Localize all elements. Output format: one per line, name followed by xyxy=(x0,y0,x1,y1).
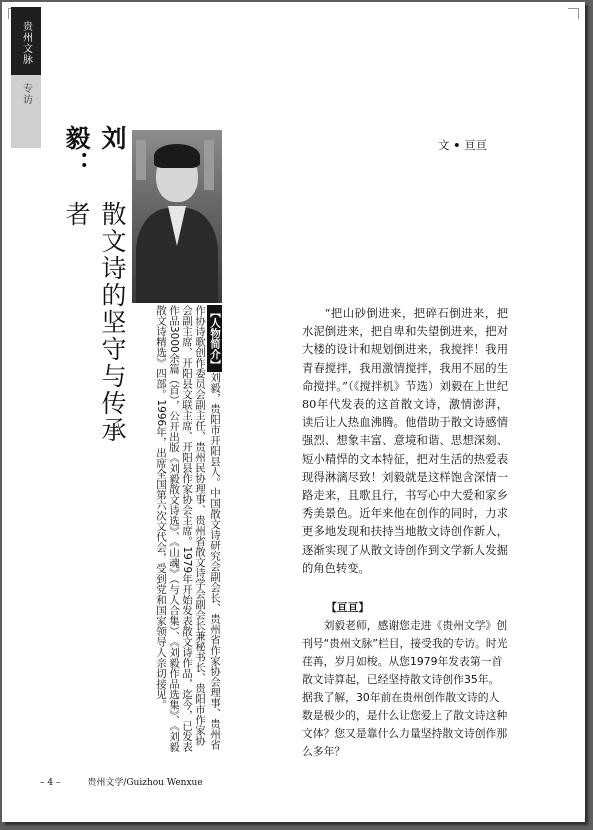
byline xyxy=(438,137,487,153)
article-title xyxy=(62,125,130,465)
section-tab xyxy=(11,7,41,75)
bio-column xyxy=(132,305,222,755)
byline-author: 亘亘 xyxy=(464,138,488,152)
bio-tag: 【人物简介】 xyxy=(209,307,221,370)
section-subtab xyxy=(11,75,41,148)
page-footer xyxy=(40,775,203,788)
photo-background-building xyxy=(136,140,146,180)
page-number: – 4 – xyxy=(40,778,61,788)
section-subtab-label: 专访 xyxy=(20,83,32,105)
byline-dot: • xyxy=(453,138,461,152)
author-photo xyxy=(132,130,222,303)
interview-question xyxy=(302,599,508,761)
photo-background-building xyxy=(204,140,214,190)
bio-text: 刘毅，贵阳市开阳县人。中国散文诗研究会副会长、贵州省作家协会理事、贵州省作协诗歌创作委员会副主任、贵州民协理事、贵州省散文诗学会副会长兼秘书长、贵阳市作家协会副主席、开阳县文联主席、开阳县作家协会主席。1979年开始发表散文诗作品，迄今，已发表作品3000余篇（首），公开出版《刘毅散文诗选》、《山魂》（与人合集）、《刘毅作品选集》、《刘毅散文诗精选》四部。1996年，出席全国第六次文代会，受到党和国家领导人亲切接见。 xyxy=(155,305,221,752)
question-text: 刘毅老师，感谢您走进《贵州文学》创刊号“贵州文脉”栏目，接受我的专访。时光荏苒，岁月如梭。从您1979年发表第一首散文诗算起，已经坚持散文诗创作35年。据我了解，30年前在贵州创作散文诗的人数是极少的，是什么让您爱上了散文诗这种文体？您又是靠什么力量坚持散文诗创作那么多年？ xyxy=(302,619,508,758)
photo-hair xyxy=(154,144,200,168)
crop-mark-top-right xyxy=(568,8,579,19)
section-tab-label: 贵州文脉 xyxy=(20,21,32,65)
intro-text: “把山砂倒进来，把碎石倒进来，把水泥倒进来，把自卑和失望倒进来，把对大楼的设计和规划倒进来，我搅拌！我用青春搅拌，我用激情搅拌，我用不屈的生命搅拌。”（《搅拌机》节选）刘毅在上世纪80年代发表的这首散文诗，激情澎湃，读后让人热血沸腾。他借助于散文诗感情强烈、想象丰富、意境和谐、思想深刻、短小精悍的文本特征，把对生活的热爱表现得淋漓尽致！刘毅就是这样饱含深情一路走来，且歌且行，书写心中大爱和家乡秀美景色。近年来他在创作的同时，力求更多地发现和扶持当地散文诗创作新人，逐渐实现了从散文诗创作到文学新人发掘的角色转变。 xyxy=(302,307,508,575)
byline-prefix: 文 xyxy=(438,138,450,152)
journal-name: 贵州文学/Guizhou Wenxue xyxy=(87,778,203,788)
intro-paragraph xyxy=(302,305,508,578)
magazine-page xyxy=(2,2,585,822)
question-label: 【亘亘】 xyxy=(326,601,370,614)
title-subtitle: 散文诗的坚守与传承者 xyxy=(62,201,127,445)
title-name: 刘毅： xyxy=(62,125,127,177)
